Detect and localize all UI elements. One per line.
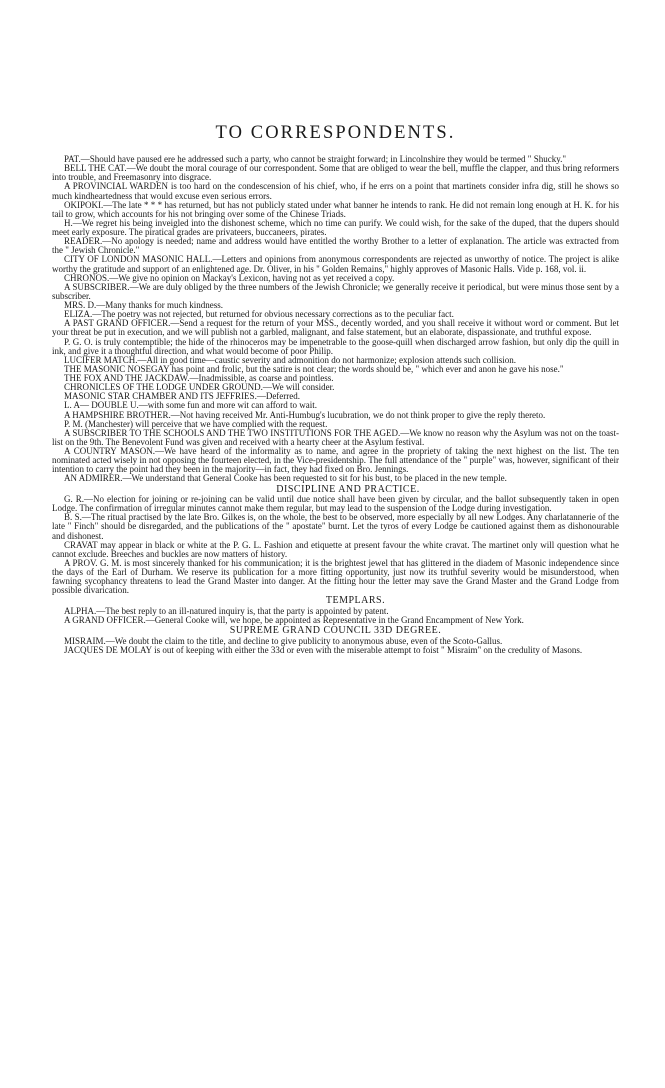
note-an-admirer: AN ADMIRER.—We understand that General Cooke has been requested to sit for his bust, to be placed in the new temple.	[64, 473, 507, 484]
note-pgo: P. G. O. is truly contemptible; the hide of the rhinoceros may be impenetrable to the goose-quill when discharged arrow fashion, but only dip the quill in ink, and give it a thoughtful direction, and what would become of poor Philip.	[52, 336, 619, 356]
note-prov-gm: A PROV. G. M. is most sincerely thanked for his communication; it is the brightest jewel that has glittered in the diadem of Masonic independence since the days of the Earl of Durham. We reserve its publication for a more fitting opportunity, just now its truthful severity would be misunderstood, when fawning sycophancy threatens to lead the Grand Master into danger. At the fitting hour the letter may save the Grand Master and the Grand Lodge from possible divarication.	[52, 557, 619, 596]
note-a-subscriber: A SUBSCRIBER.—We are duly obliged by the three numbers of the Jewish Chronicle; we generally receive it periodical, but were minus those sent by a subscriber.	[52, 281, 619, 301]
page-title: TO CORRESPONDENTS.	[215, 123, 456, 143]
note-chronicles-lodge: CHRONICLES OF THE LODGE UNDER GROUND.—We will consider.	[64, 382, 335, 393]
correspondence-body	[52, 155, 619, 655]
note-okipoki: OKIPOKI.—The late * * * has returned, but has not publicly stated under what banner he intends to rank. He did not remain long enough at H. K. for his tail to grow, which accounts for his not bringing over some of the Chinese Triads.	[52, 199, 619, 219]
note-hampshire-brother: A HAMPSHIRE BROTHER.—Not having received Mr. Anti-Humbug's lucubration, we do not think proper to give the reply thereto.	[64, 409, 546, 420]
section-heading-council: SUPREME GRAND COUNCIL 33D DEGREE.	[229, 625, 442, 637]
note-gr: G. R.—No election for joining or re-joining can be valid until due notice shall have been given by circular, and the ballot subsequently taken in open Lodge. The confirmation of irregular minutes cannot make them regular, but may lead to the suspension of the Lodge during investigation.	[52, 494, 619, 514]
note-alpha: ALPHA.—The best reply to an ill-natured inquiry is, that the party is appointed by patent.	[64, 605, 389, 616]
section-heading-templars: TEMPLARS.	[325, 595, 386, 607]
note-bell-the-cat: BELL THE CAT.—We doubt the moral courage of our correspondent. Some that are obliged to wear the bell, muffle the clapper, and thus bring reformers into trouble, and Freemasonry into disgrace.	[52, 163, 619, 183]
note-provincial-warden: A PROVINCIAL WARDEN is too hard on the condescension of his chief, who, if he errs on a point that martinets consider infra dig, still he shows so much kindheartedness that would excuse even serious errors.	[52, 181, 619, 201]
note-h: H.—We regret his being inveigled into the dishonest scheme, which no time can purify. We could wish, for the sake of the duped, that the dupers should meet early exposure. The piratical grades are privateers, buccaneers, pirates.	[52, 217, 619, 237]
note-fox-and-jackdaw: THE FOX AND THE JACKDAW.—Inadmissible, as coarse and pointless.	[64, 373, 334, 383]
note-lucifer-match: LUCIFER MATCH.—All in good time—caustic severity and admonition do not harmonize; explosion attends such collision.	[64, 354, 516, 365]
note-eliza: ELIZA.—The poetry was not rejected, but returned for obvious necessary corrections as to the peculiar fact.	[64, 309, 454, 320]
note-grand-officer: A GRAND OFFICER.—General Cooke will, we hope, be appointed as Representative in the Grand Encampment of New York.	[64, 615, 524, 625]
note-jacques-de-molay: JACQUES DE MOLAY is out of keeping with either the 33d or even with the miserable attempt to foist " Misraim" on the credulity of Masons.	[64, 644, 583, 655]
note-chronos: CHRONOS.—We give no opinion on Mackay's Lexicon, having not as yet received a copy.	[64, 272, 395, 283]
note-pm-manchester: P. M. (Manchester) will perceive that we have complied with the request.	[64, 418, 328, 429]
note-past-grand-officer: A PAST GRAND OFFICER.—Send a request for the return of your MSS., decently worded, and you shall receive it without word or comment. But let your threat be put in execution, and we will publish not a garbled, malignant, and false statement, but an elaborate, dispassionate, and truthful expose.	[52, 318, 619, 338]
note-pat: PAT.—Should have paused ere he addressed such a party, who cannot be straight forward; in Lincolnshire they would be termed " Shucky."	[64, 154, 567, 164]
section-heading-discipline: DISCIPLINE AND PRACTICE.	[276, 483, 420, 495]
note-reader: READER.—No apology is needed; name and address would have entitled the worthy Brother to a letter of explanation. The article was extracted from the " Jewish Chronicle."	[52, 236, 619, 256]
note-cravat: CRAVAT may appear in black or white at the P. G. L. Fashion and etiquette at present favour the white cravat. The martinet only will question what he cannot exclude. Breeches and buckles are now matters of history.	[52, 539, 619, 559]
note-bs: B. S.—The ritual practised by the late Bro. Gilkes is, on the whole, the best to be observed, more especially by all new Lodges. Any charlatannerie of the late " Finch" should be disregarded, and the publications of the " apostate" burnt. Let the tyros of every Lodge be cautioned against them as dishonourable and dishonest.	[52, 512, 619, 541]
note-misraim: MISRAIM.—We doubt the claim to the title, and decline to give publicity to anonymous abuse, even of the Scoto-Gallus.	[64, 635, 503, 646]
note-masonic-star-chamber: MASONIC STAR CHAMBER AND ITS JEFFRIES.—Deferred.	[64, 391, 301, 402]
note-country-mason: A COUNTRY MASON.—We have heard of the informality as to name, and agree in the propriety of taking the next highest on the list. The ten nominated acted wisely in not opposing the fourteen elected, in the Vice-presidentship. The full attendance of the " purple" was, however, significant of their intention to carry the point had they been in the majority—in fact, they had fixed on Bro. Jennings.	[52, 446, 619, 475]
note-city-of-london-masonic-hall: CITY OF LONDON MASONIC HALL.—Letters and opinions from anonymous correspondents are rejected as unworthy of notice. The project is alike worthy the gratitude and support of an enlightened age. Dr. Oliver, in his " Golden Remains," highly approves of Masonic Halls. Vide p. 168, vol. ii.	[52, 254, 619, 274]
note-subscriber-schools: A SUBSCRIBER TO THE SCHOOLS AND THE TWO INSTITUTIONS FOR THE AGED.—We know no reason why the Asylum was not on the toast-list on the 9th. The Benevolent Fund was given and received with a hearty cheer at the Asylum festival.	[52, 427, 619, 447]
note-masonic-nosegay: THE MASONIC NOSEGAY has point and frolic, but the satire is not clear; the words should be, " which ever and anon he gave his nose."	[64, 363, 564, 374]
note-la-double-u: L. A— DOUBLE U.—with some fun and more wit can afford to wait.	[64, 400, 318, 411]
note-mrs-d: MRS. D.—Many thanks for much kindness.	[64, 300, 223, 310]
